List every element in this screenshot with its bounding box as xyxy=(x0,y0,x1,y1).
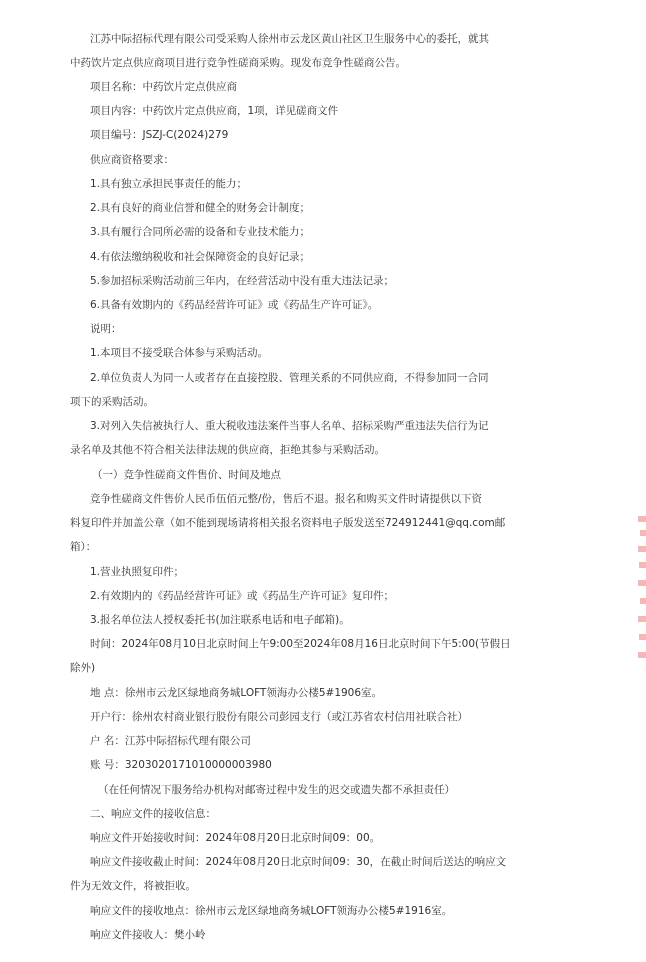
qualification-item: 3.具有履行合同所必需的设备和专业技术能力； xyxy=(90,226,311,238)
qualification-item: 4.有依法缴纳税收和社会保障资金的良好记录； xyxy=(90,251,311,263)
qualification-heading: 供应商资格要求： xyxy=(90,154,174,166)
notes-heading: 说明： xyxy=(90,323,122,335)
account-number: 账 号：3203020171010000003980 xyxy=(90,759,272,771)
bank-name: 开户行：徐州农村商业银行股份有限公司彭园支行（或江苏省农村信用社联合社） xyxy=(90,711,468,723)
required-doc-item: 2.有效期内的《药品经营许可证》或《药品生产许可证》复印件； xyxy=(90,590,395,602)
sale-location: 地 点：徐州市云龙区绿地商务城LOFT领海办公楼5#1906室。 xyxy=(90,687,383,699)
section-heading-2: 二、响应文件的接收信息： xyxy=(90,808,216,820)
section-heading-1: （一）竞争性磋商文件售价、时间及地点 xyxy=(92,469,281,481)
note-item: 3.对列入失信被执行人、重大税收违法案件当事人名单、招标采购严重违法失信行为记 xyxy=(90,420,489,432)
qualification-item: 2.具有良好的商业信誉和健全的财务会计制度； xyxy=(90,202,311,214)
project-number: 项目编号：JSZJ-C(2024)279 xyxy=(90,129,229,141)
sale-time-cont: 除外) xyxy=(70,662,96,674)
note-item-cont: 项下的采购活动。 xyxy=(70,396,154,408)
disclaimer: （在任何情况下服务给办机构对邮寄过程中发生的迟交或遗失都不承担责任） xyxy=(98,784,455,796)
project-content: 项目内容：中药饮片定点供应商，1项，详见磋商文件 xyxy=(90,105,339,117)
receipt-person: 响应文件接收人：樊小岭 xyxy=(90,929,206,941)
qualification-item: 1.具有独立承担民事责任的能力； xyxy=(90,178,248,190)
price-line: 竞争性磋商文件售价人民币伍佰元整/份，售后不退。报名和购买文件时请提供以下资 xyxy=(90,493,483,505)
note-item-cont: 录名单及其他不符合相关法律法规的供应商，拒绝其参与采购活动。 xyxy=(70,444,385,456)
receipt-deadline: 响应文件接收截止时间：2024年08月20日北京时间09：30，在截止时间后送达的响应文 xyxy=(90,856,507,868)
required-doc-item: 3.报名单位法人授权委托书(加注联系电话和电子邮箱)。 xyxy=(90,614,350,626)
account-name: 户 名：江苏中际招标代理有限公司 xyxy=(90,735,251,747)
note-item: 1.本项目不接受联合体参与采购活动。 xyxy=(90,347,269,359)
qualification-item: 6.具备有效期内的《药品经营许可证》或《药品生产许可证》。 xyxy=(90,299,379,311)
intro-line-1: 江苏中际招标代理有限公司受采购人徐州市云龙区黄山社区卫生服务中心的委托，就其 xyxy=(90,33,489,45)
seal-stamp-edge xyxy=(636,516,646,666)
qualification-item: 5.参加招标采购活动前三年内，在经营活动中没有重大违法记录； xyxy=(90,275,395,287)
note-item: 2.单位负责人为同一人或者存在直接控股、管理关系的不同供应商，不得参加同一合同 xyxy=(90,372,489,384)
price-line-cont: 料复印件并加盖公章（如不能到现场请将相关报名资料电子版发送至724912441@qq.com邮 xyxy=(70,517,506,529)
receipt-start-time: 响应文件开始接收时间：2024年08月20日北京时间09：00。 xyxy=(90,832,381,844)
receipt-deadline-cont: 件为无效文件，将被拒收。 xyxy=(70,880,196,892)
intro-line-2: 中药饮片定点供应商项目进行竞争性磋商采购。现发布竞争性磋商公告。 xyxy=(70,57,406,69)
receipt-location: 响应文件的接收地点：徐州市云龙区绿地商务城LOFT领海办公楼5#1916室。 xyxy=(90,905,453,917)
price-line-cont: 箱）： xyxy=(70,541,97,553)
required-doc-item: 1.营业执照复印件； xyxy=(90,566,185,578)
project-name: 项目名称：中药饮片定点供应商 xyxy=(90,81,237,93)
sale-time: 时间：2024年08月10日北京时间上午9:00至2024年08月16日北京时间下午5:00(节假日 xyxy=(90,638,511,650)
